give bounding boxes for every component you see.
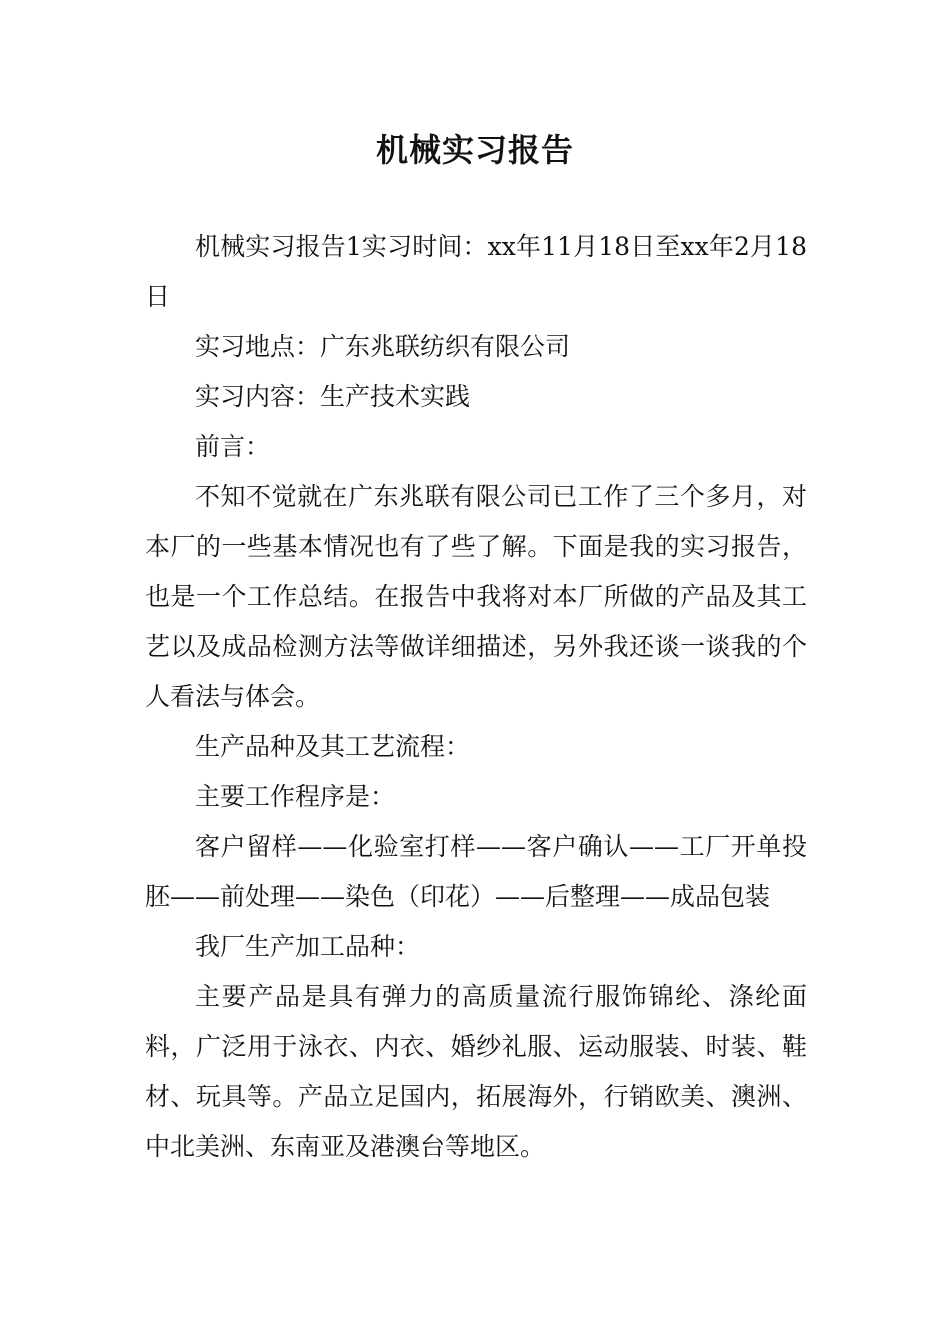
paragraph-internship-location: 实习地点：广东兆联纺织有限公司 xyxy=(195,332,571,361)
paragraph-preface: 不知不觉就在广东兆联有限公司已工作了三个多月，对本厂的一些基本情况也有了些了解。下面是我的实习报告，也是一个工作总结。在报告中我将对本厂所做的产品及其工艺以及成品检测方法等做详细描述，另外我还谈一谈我的个人看法与体会。 xyxy=(145,482,807,711)
paragraph-main-procedure-heading: 主要工作程序是： xyxy=(195,782,396,811)
paragraph-internship-time: 机械实习报告1实习时间：xx年11月18日至xx年2月18日 xyxy=(145,232,807,311)
paragraph-internship-content: 实习内容：生产技术实践 xyxy=(195,382,471,411)
document-body xyxy=(145,222,807,1172)
document-title: 机械实习报告 xyxy=(375,131,574,169)
paragraph-process-heading: 生产品种及其工艺流程： xyxy=(195,732,471,761)
paragraph-products: 主要产品是具有弹力的高质量流行服饰锦纶、涤纶面料，广泛用于泳衣、内衣、婚纱礼服、运动服装、时装、鞋材、玩具等。产品立足国内，拓展海外，行销欧美、澳洲、中北美洲、东南亚及港澳台等地区。 xyxy=(145,982,807,1161)
paragraph-preface-heading: 前言： xyxy=(195,432,271,461)
paragraph-procedure-flow: 客户留样——化验室打样——客户确认——工厂开单投胚——前处理——染色（印花）——后整理——成品包装 xyxy=(145,832,807,911)
paragraph-products-heading: 我厂生产加工品种： xyxy=(195,932,421,961)
